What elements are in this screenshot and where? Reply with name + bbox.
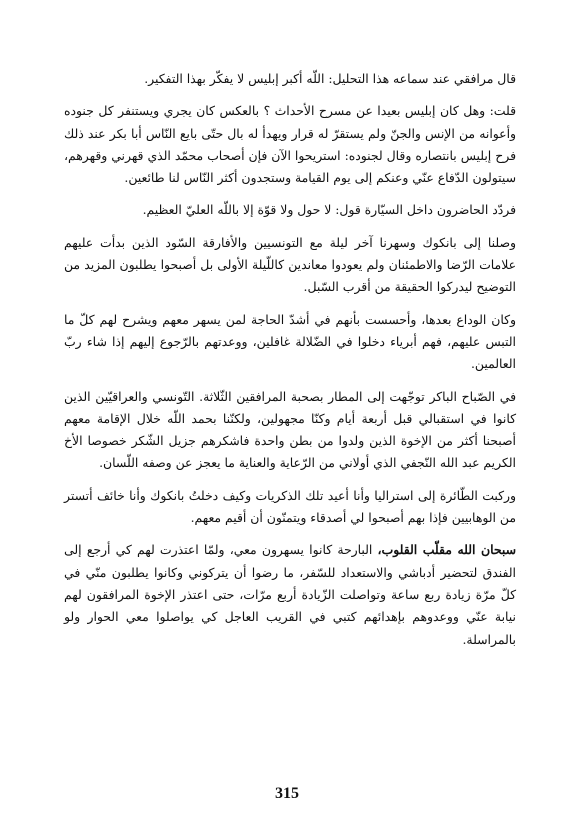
- paragraph-5: [64, 309, 516, 376]
- paragraph-7: [64, 485, 516, 530]
- paragraph-6: [64, 386, 516, 475]
- document-page: [64, 68, 516, 661]
- paragraph-8: [64, 539, 516, 650]
- paragraph-4: [64, 232, 516, 299]
- paragraph-8-text: البارحة كانوا يسهرون معي، ولمّا اعتذرت لهم كي أرجع إلى الفندق لتحضير أدباشي والاستعداد للسّفر، ما رضوا أن يتركوني وكانوا يطلبون منّي في كلّ مرّة زيادة ربع ساعة وتواصلت الزّيادة أربع مرّات، حتى اعتذر الإخوة المرافقون لهم نيابة عنّي ووعدوهم بإهدائهم كتبي في القريب العاجل كي يواصلوا معي الحوار ولو بالمراسلة.: [64, 542, 516, 647]
- paragraph-8-lead: سبحان الله مقلّب القلوب،: [377, 542, 516, 558]
- paragraph-5-text: وكان الوداع بعدها، وأحسست بأنهم في أشدّ الحاجة لمن يسهر معهم ويشرح لهم كلّ ما التبس عليهم، فهم أبرياء دخلوا في الضّلالة غافلين، ووعدتهم بالرّجوع إليهم إذا شاء ربّ العالمين.: [64, 311, 516, 372]
- paragraph-3-text: فردّد الحاضرون داخل السيّارة قول: لا حول ولا قوّة إلا باللّه العليّ العظيم.: [142, 202, 516, 218]
- paragraph-7-text: وركبت الطّائرة إلى استراليا وأنا أعيد تلك الذكريات وكيف دخلتُ بانكوك وأنا خائف أتستر من الوهابيين فإذا بهم أصبحوا لي أصدقاء ويتمنّون أن أقيم معهم.: [64, 487, 516, 526]
- paragraph-6-text: في الصّباح الباكر توجّهت إلى المطار بصحبة المرافقين الثّلاثة. التّونسي والعراقيّين الذين كانوا في استقبالي قبل أربعة أيام وكنّا مجهولين، ولكنّنا بحمد اللّه خلال الإقامة معهم أصبحنا أكثر من الإخوة الذين ولدوا من بطن واحدة فاشكرهم جزيل الشّكر خصوصا الأخ الكريم عبد الله النّجفي الذي أولاني من الرّعاية والعناية ما يعجز عن وصفه اللّسان.: [64, 388, 516, 471]
- paragraph-3: [64, 199, 516, 221]
- paragraph-1: [64, 68, 516, 90]
- paragraph-1-text: قال مرافقي عند سماعه هذا التحليل: اللّه أكبر إبليس لا يفكّر بهذا التفكير.: [144, 71, 516, 86]
- paragraph-2-text: قلت: وهل كان إبليس بعيدا عن مسرح الأحداث ؟ بالعكس كان يجري ويستنفر كل جنوده وأعوانه من الإنس والجنّ ولم يستقرّ له قرار ويهدأ له بال حتّى بايع النّاس أبا بكر عند ذلك فرح إبليس بانتصاره وقال لجنوده: استريحوا الآن فإن أصحاب محمّد الذي قهرني وقهرهم، سيتولون الدّفاع عنّي وعنكم إلى يوم القيامة وستجدون أكثر النّاس لنا طائعين.: [64, 103, 516, 186]
- page-number: 315: [275, 785, 299, 802]
- paragraph-2: [64, 100, 516, 189]
- paragraph-4-text: وصلنا إلى بانكوك وسهرنا آخر ليلة مع التونسيين والأفارقة السّود الذين بدأت عليهم علامات الرّضا والاطمئنان ولم يعودوا معاندين كاللّيلة الأولى بل أصبحوا يطلبون المزيد من التوضيح ليدركوا الحقيقة من أقرب السّبل.: [64, 234, 516, 295]
